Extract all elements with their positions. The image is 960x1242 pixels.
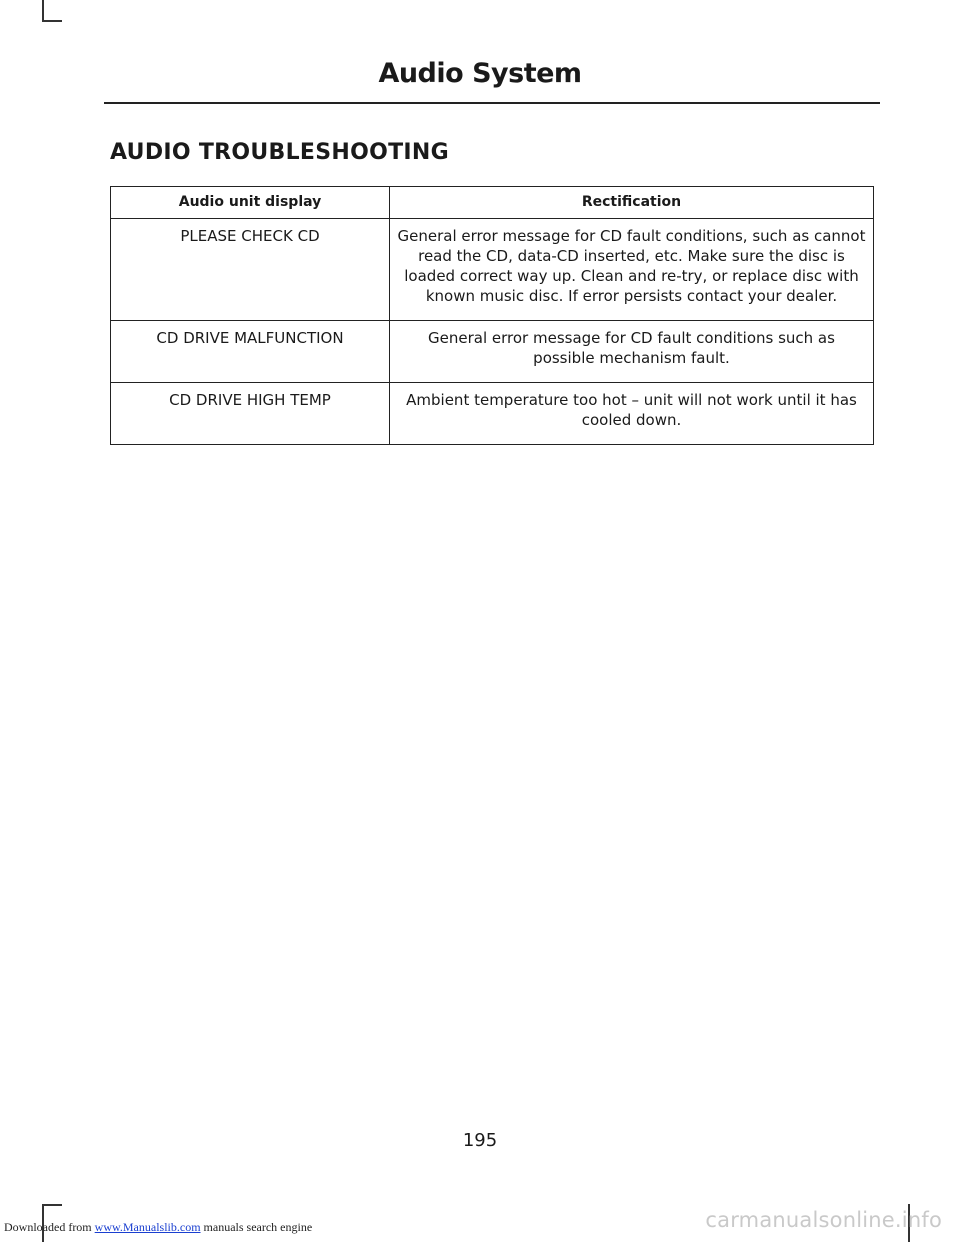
header-divider	[104, 102, 880, 104]
display-message-cell: CD DRIVE MALFUNCTION	[111, 321, 390, 383]
page-number: 195	[462, 1130, 498, 1151]
crop-mark-bottom-left-horizontal	[42, 1204, 62, 1206]
table-row	[111, 383, 874, 445]
crop-mark-top-left-horizontal	[42, 20, 62, 22]
column-header-audio-unit-display: Audio unit display	[111, 187, 390, 219]
column-header-rectification: Rectification	[390, 187, 874, 219]
table-row	[111, 219, 874, 321]
table-header-row	[111, 187, 874, 219]
rectification-cell: General error message for CD fault conditions, such as cannot read the CD, data-CD inserted, etc. Make sure the disc is loaded correct way up. Clean and re-try, or replace disc with known music disc. If error persists contact your dealer.	[390, 219, 874, 321]
display-message-cell: PLEASE CHECK CD	[111, 219, 390, 321]
footer-suffix: manuals search engine	[200, 1220, 313, 1234]
table-row	[111, 321, 874, 383]
troubleshooting-table	[110, 186, 874, 445]
display-message-cell: CD DRIVE HIGH TEMP	[111, 383, 390, 445]
crop-mark-top-left-vertical	[42, 0, 44, 22]
section-heading: AUDIO TROUBLESHOOTING	[110, 140, 449, 165]
watermark-text: carmanualsonline.info	[705, 1208, 942, 1232]
rectification-cell: General error message for CD fault conditions such as possible mechanism fault.	[390, 321, 874, 383]
download-footer	[4, 1220, 312, 1235]
rectification-cell: Ambient temperature too hot – unit will not work until it has cooled down.	[390, 383, 874, 445]
manualslib-link[interactable]: www.Manualslib.com	[94, 1220, 201, 1234]
page-header-title: Audio System	[378, 58, 582, 89]
footer-prefix: Downloaded from	[4, 1220, 95, 1234]
